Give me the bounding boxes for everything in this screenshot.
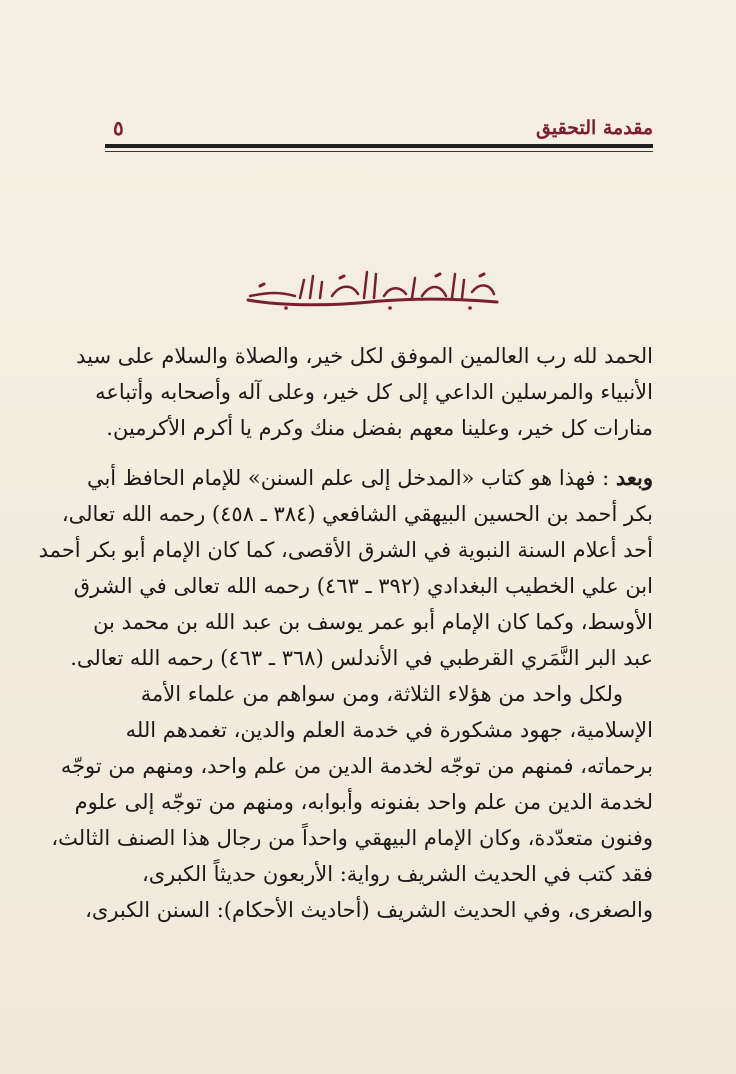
text-line: فقد كتب في الحديث الشريف رواية: الأربعون حديثاً الكبرى، bbox=[141, 862, 653, 886]
text-line: أحد أعلام السنة النبوية في الشرق الأقصى، كما كان الإمام أبو بكر أحمد bbox=[38, 538, 653, 562]
lead-word: وبعد bbox=[615, 465, 653, 490]
text-line: والصغرى، وفي الحديث الشريف (أحاديث الأحكام): السنن الكبرى، bbox=[85, 898, 653, 922]
page-header bbox=[105, 110, 653, 140]
text-line: ولكل واحد من هؤلاء الثلاثة، ومن سواهم من علماء الأمة bbox=[140, 682, 623, 706]
basmala-icon bbox=[240, 262, 505, 314]
text-line: الحمد لله رب العالمين الموفق لكل خير، والصلاة والسلام على سيد bbox=[76, 344, 653, 368]
header-rule-thin bbox=[105, 151, 653, 152]
text-line: منارات كل خير، وعلينا معهم بفضل منك وكرم يا أكرم الأكرمين. bbox=[106, 416, 653, 440]
paragraph-scholars bbox=[51, 676, 653, 928]
text-line: ابن علي الخطيب البغدادي (٣٩٢ ـ ٤٦٣) رحمه الله تعالى في الشرق bbox=[73, 574, 653, 598]
paragraph-gap bbox=[108, 446, 653, 460]
text-line: الأوسط، وكما كان الإمام أبو عمر يوسف بن عبد الله بن محمد بن bbox=[93, 610, 653, 634]
text-line: وفنون متعدّدة، وكان الإمام البيهقي واحداً من رجال هذا الصنف الثالث، bbox=[51, 826, 653, 850]
running-title: مقدمة التحقيق bbox=[536, 117, 653, 139]
text-line bbox=[86, 460, 653, 496]
text-line: برحماته، فمنهم من توجّه لخدمة الدين من علم واحد، ومنهم من توجّه bbox=[60, 754, 653, 778]
text-line: لخدمة الدين من علم واحد بفنونه وأبوابه، ومنهم من توجّه إلى علوم bbox=[74, 790, 653, 814]
body-text bbox=[38, 338, 653, 928]
text-line: الإسلامية، جهود مشكورة في خدمة العلم والدين، تغمدهم الله bbox=[125, 718, 653, 742]
text-line-rest: : فهذا هو كتاب «المدخل إلى علم السنن» للإمام الحافظ أبي bbox=[86, 466, 610, 490]
page-number: ٥ bbox=[113, 116, 124, 140]
paragraph-opening bbox=[76, 338, 653, 446]
text-line: عبد البر النَّمَري القرطبي في الأندلس (٣٦٨ ـ ٤٦٣) رحمه الله تعالى. bbox=[70, 646, 653, 670]
paragraph-intro bbox=[38, 460, 653, 676]
text-line: بكر أحمد بن الحسين البيهقي الشافعي (٣٨٤ ـ ٤٥٨) رحمه الله تعالى، bbox=[61, 502, 653, 526]
text-line: الأنبياء والمرسلين الداعي إلى كل خير، وعلى آله وأصحابه وأتباعه bbox=[95, 380, 653, 404]
header-rule-thick bbox=[105, 144, 653, 148]
